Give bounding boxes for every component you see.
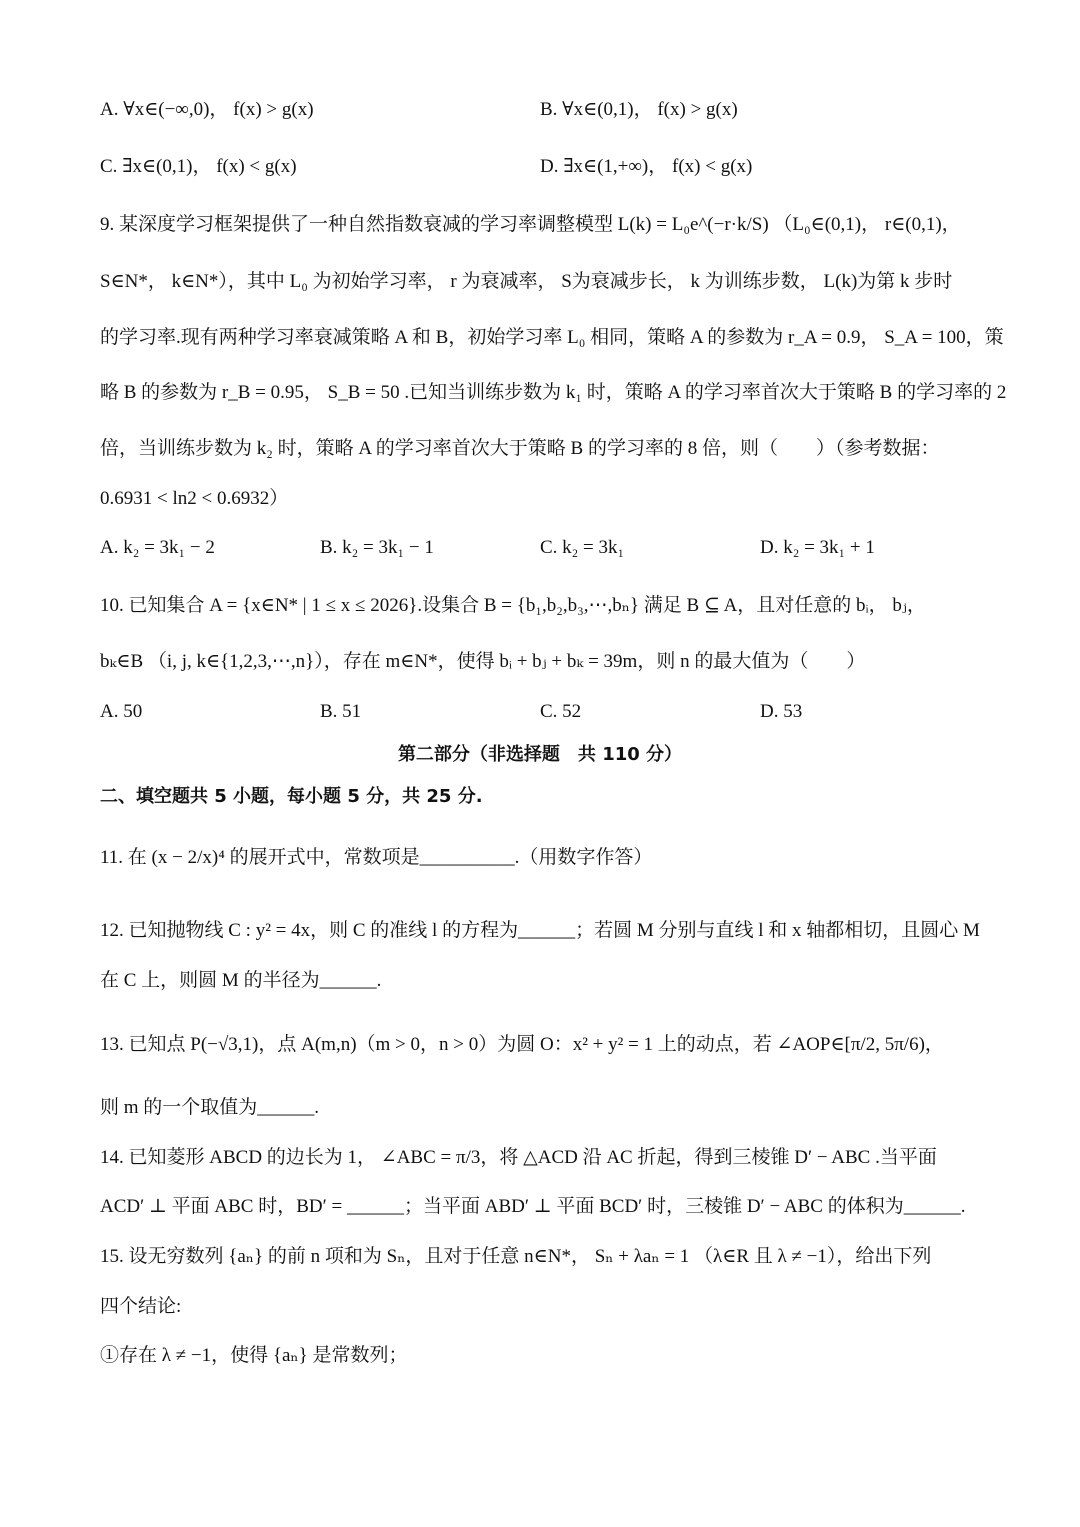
q14-line: ACD′ ⊥ 平面 ABC 时，BD′ = ______；当平面 ABD′ ⊥ 平面 BCD′ 时，三棱锥 D′ − ABC 的体积为______. [100, 1196, 966, 1217]
q10-line: 10. 已知集合 A = {x∈N* | 1 ≤ x ≤ 2026}.设集合 B = {b₁,b₂,b₃,⋯,bₙ} 满足 B ⊆ A，且对任意的 bᵢ， bⱼ， [100, 595, 926, 616]
q15-line: ①存在 λ ≠ −1，使得 {aₙ} 是常数列； [100, 1345, 408, 1366]
part-two-title: 第二部分（非选择题 共 110 分） [397, 744, 683, 765]
q9-option-d: D. k₂ = 3k₁ + 1 [760, 537, 875, 558]
q10-option-d: D. 53 [760, 701, 803, 722]
q9-line: 0.6931 < ln2 < 0.6932） [100, 488, 289, 509]
q14-line: 14. 已知菱形 ABCD 的边长为 1， ∠ABC = π/3，将 △ACD 沿 AC 折起，得到三棱锥 D′ − ABC .当平面 [100, 1147, 937, 1168]
q9-line: S∈N*， k∈N*），其中 L₀ 为初始学习率， r 为衰减率， S为衰减步长， k 为训练步数， L(k)为第 k 步时 [100, 271, 953, 292]
q10-option-c: C. 52 [540, 701, 582, 722]
q10-option-a: A. 50 [100, 701, 143, 722]
q9-option-b: B. k₂ = 3k₁ − 1 [320, 537, 434, 558]
q10-line: bₖ∈B （i, j, k∈{1,2,3,⋯,n}），存在 m∈N*，使得 bᵢ + bⱼ + bₖ = 39m，则 n 的最大值为（ ） [100, 651, 866, 672]
q8-option-d: D. ∃x∈(1,+∞)， f(x) < g(x) [540, 156, 753, 177]
section-two-title: 二、填空题共 5 小题，每小题 5 分，共 25 分. [100, 786, 483, 807]
q10-option-b: B. 51 [320, 701, 362, 722]
q9-option-a: A. k₂ = 3k₁ − 2 [100, 537, 215, 558]
q13-line: 13. 已知点 P(−√3,1)，点 A(m,n)（m > 0，n > 0）为圆 O：x² + y² = 1 上的动点，若 ∠AOP∈[π/2, 5π/6)， [100, 1034, 944, 1055]
q8-option-b: B. ∀x∈(0,1)， f(x) > g(x) [540, 99, 738, 120]
q12-line: 在 C 上，则圆 M 的半径为______. [100, 970, 382, 991]
q12-line: 12. 已知抛物线 C : y² = 4x，则 C 的准线 l 的方程为______；若圆 M 分别与直线 l 和 x 轴都相切，且圆心 M [100, 920, 980, 941]
q9-line: 9. 某深度学习框架提供了一种自然指数衰减的学习率调整模型 L(k) = L₀e^(−r·k/S) （L₀∈(0,1)， r∈(0,1)， [100, 214, 961, 235]
q13-line: 则 m 的一个取值为______. [100, 1097, 320, 1118]
q9-line: 倍，当训练步数为 k₂ 时，策略 A 的学习率首次大于策略 B 的学习率的 8 倍，则（ ）（参考数据： [100, 438, 940, 459]
q8-option-c: C. ∃x∈(0,1)， f(x) < g(x) [100, 156, 297, 177]
q11-line: 11. 在 (x − 2/x)⁴ 的展开式中，常数项是__________.（用数字作答） [100, 847, 653, 868]
q9-option-c: C. k₂ = 3k₁ [540, 537, 625, 558]
q9-line: 的学习率.现有两种学习率衰减策略 A 和 B，初始学习率 L₀ 相同，策略 A 的参数为 r_A = 0.9， S_A = 100，策 [100, 327, 1004, 348]
q9-line: 略 B 的参数为 r_B = 0.95， S_B = 50 .已知当训练步数为 k₁ 时，策略 A 的学习率首次大于策略 B 的学习率的 2 [100, 382, 1007, 403]
q8-option-a: A. ∀x∈(−∞,0)， f(x) > g(x) [100, 99, 314, 120]
q15-line: 四个结论: [100, 1296, 182, 1317]
q15-line: 15. 设无穷数列 {aₙ} 的前 n 项和为 Sₙ，且对于任意 n∈N*， Sₙ + λaₙ = 1 （λ∈R 且 λ ≠ −1），给出下列 [100, 1246, 932, 1267]
